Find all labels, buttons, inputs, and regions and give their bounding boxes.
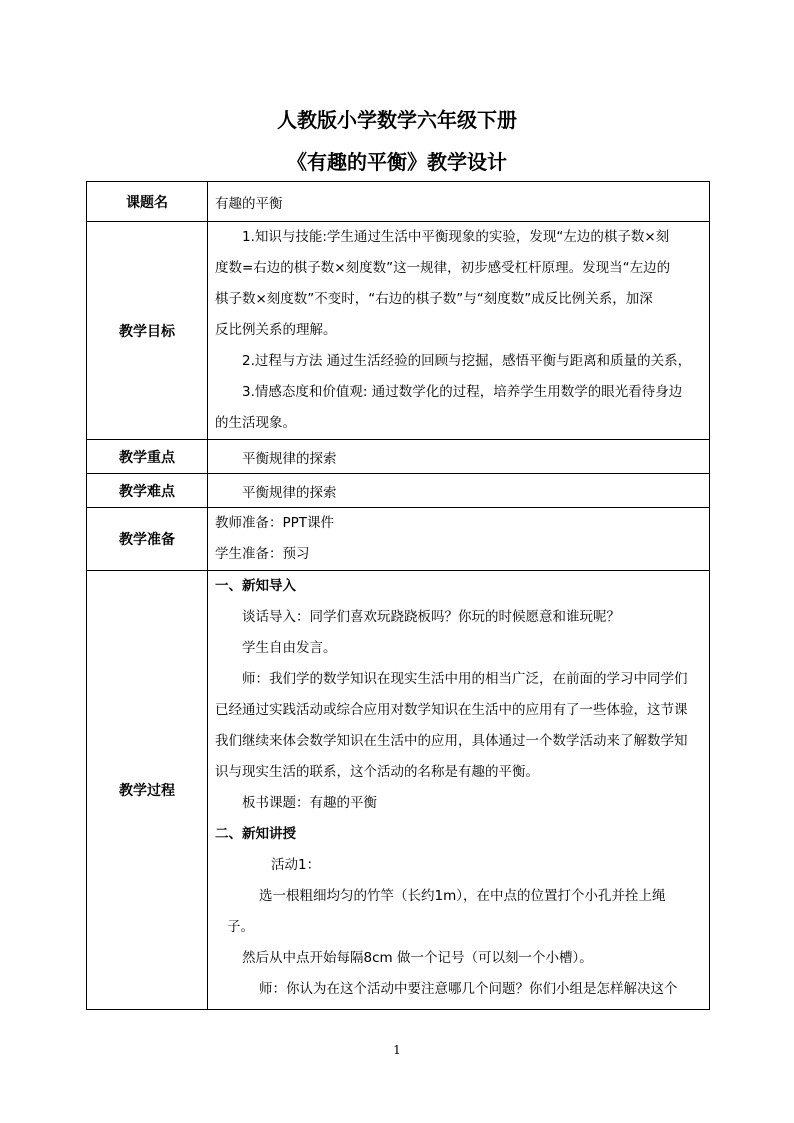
process-paragraph: 子。 — [227, 919, 254, 935]
doc-title-line1: 人教版小学数学六年级下册 — [277, 108, 517, 132]
label-teaching-goals: 教学目标 — [87, 222, 208, 440]
process-paragraph: 师：你认为在这个活动中要注意哪几个问题？你们小组是怎样解决这个 — [259, 981, 678, 997]
section-heading-intro: 一、新知导入 — [215, 578, 296, 594]
focus-text: 平衡规律的探索 — [242, 450, 337, 467]
process-paragraph: 识与现实生活的联系，这个活动的名称是有趣的平衡。 — [215, 764, 539, 780]
lesson-plan-table — [86, 181, 710, 1010]
process-paragraph: 已经通过实践活动或综合应用对数学知识在生活中的应用有了一些体验，这节课 — [215, 702, 688, 718]
label-teaching-prep: 教学准备 — [87, 508, 208, 571]
process-paragraph: 学生自由发言。 — [242, 640, 337, 656]
section-heading-new: 二、新知讲授 — [215, 826, 296, 842]
process-paragraph: 谈话导入：同学们喜欢玩跷跷板吗？你玩的时候愿意和谁玩呢？ — [242, 609, 620, 625]
goal-line: 度数=右边的棋子数×刻度数”这一规律，初步感受杠杆原理。发现当“左边的 — [215, 260, 671, 276]
value-teaching-focus — [208, 440, 710, 474]
process-paragraph: 我们继续来体会数学知识在生活中的应用，具体通过一个数学活动来了解数学知 — [215, 733, 688, 749]
goal-line: 棋子数×刻度数”不变时，“右边的棋子数”与“刻度数”成反比例关系，加深 — [215, 291, 653, 307]
doc-title-line2: 《有趣的平衡》教学设计 — [287, 150, 507, 174]
row-teaching-prep — [87, 508, 710, 571]
row-teaching-process — [87, 571, 710, 1010]
row-teaching-goals — [87, 222, 710, 440]
value-teaching-goals — [208, 222, 710, 440]
value-teaching-prep — [208, 508, 710, 571]
process-paragraph: 然后从中点开始每隔8cm 做一个记号（可以刻一个小槽）。 — [242, 950, 593, 966]
page-number: 1 — [393, 1043, 401, 1057]
label-teaching-focus: 教学重点 — [87, 440, 208, 474]
prep-teacher: 教师准备：PPT课件 — [215, 515, 335, 531]
process-paragraph: 师：我们学的数学知识在现实生活中用的相当广泛，在前面的学习中同学们 — [242, 671, 688, 687]
goal-line: 1.知识与技能:学生通过生活中平衡现象的实验，发现“左边的棋子数×刻 — [242, 229, 670, 245]
process-paragraph: 板书课题：有趣的平衡 — [242, 795, 377, 811]
value-lesson-name: 有趣的平衡 — [208, 182, 710, 222]
prep-student: 学生准备：预习 — [215, 546, 310, 562]
value-teaching-difficulty — [208, 474, 710, 508]
goal-line: 的生活现象。 — [215, 415, 296, 431]
process-paragraph: 选一根粗细均匀的竹竿（长约1m），在中点的位置打个小孔并拴上绳 — [259, 888, 666, 904]
difficulty-text: 平衡规律的探索 — [242, 484, 337, 501]
label-teaching-process: 教学过程 — [87, 571, 208, 1010]
goal-line: 2.过程与方法 通过生活经验的回顾与挖掘，感悟平衡与距离和质量的关系， — [242, 353, 692, 369]
row-teaching-difficulty — [87, 474, 710, 508]
value-teaching-process — [208, 571, 710, 1010]
activity-label: 活动1： — [271, 857, 321, 873]
row-teaching-focus — [87, 440, 710, 474]
label-teaching-difficulty: 教学难点 — [87, 474, 208, 508]
goal-line: 3.情感态度和价值观: 通过数学化的过程，培养学生用数学的眼光看待身边 — [242, 384, 683, 400]
row-lesson-name — [87, 182, 710, 222]
goal-line: 反比例关系的理解。 — [215, 322, 337, 338]
label-lesson-name: 课题名 — [87, 182, 208, 222]
